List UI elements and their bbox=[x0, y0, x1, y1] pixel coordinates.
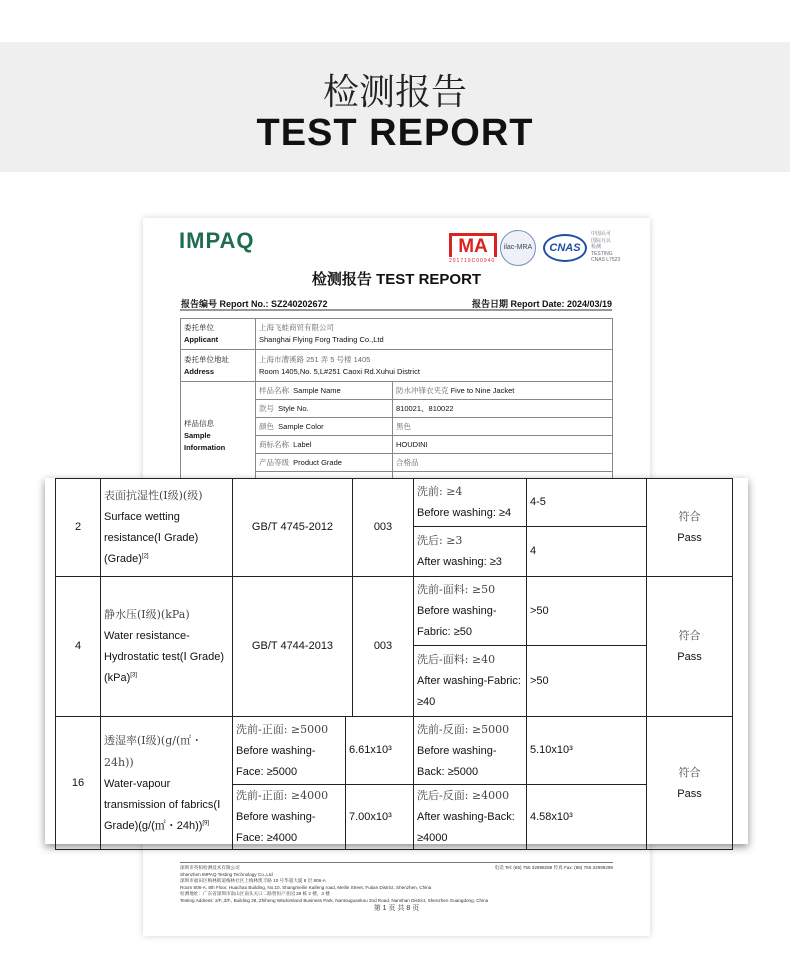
test-name bbox=[101, 479, 233, 577]
row-key-en: Label bbox=[293, 440, 312, 449]
applicant-cn: 上海飞蛙商贸有限公司 bbox=[259, 323, 334, 332]
test-name-en: Water-vapour transmission of fabrics(Ⅰ Grade)(g/(㎡・24h)) bbox=[104, 777, 221, 832]
requirement-cn: 洗后-面料: ≥40 bbox=[417, 653, 496, 666]
impaq-logo: IMPAQ bbox=[179, 228, 255, 253]
sample-label-en2: Information bbox=[184, 442, 226, 452]
report-title: 检测报告 TEST REPORT bbox=[311, 271, 482, 288]
row-key-cn: 样品名称 bbox=[259, 386, 289, 395]
test-no: 4 bbox=[56, 577, 101, 717]
sample-label-cn: 样品信息 bbox=[184, 418, 214, 428]
requirement-en: After washing: ≥3 bbox=[417, 556, 502, 568]
row-key-cn: 款号 bbox=[259, 404, 274, 413]
sample-no: 003 bbox=[353, 577, 414, 717]
requirement bbox=[414, 577, 527, 646]
requirement-cn: 洗后-反面: ≥4000 bbox=[417, 789, 510, 802]
test-name bbox=[101, 717, 233, 850]
address-en: Room 1405,No. 5,L#251 Caoxi Rd.Xuhui District bbox=[259, 366, 420, 376]
footer-line: 深圳市英柏检测技术有限公司 bbox=[180, 865, 240, 870]
page-number: 第 1 页 共 8 页 bbox=[373, 904, 420, 912]
sample-no: 003 bbox=[353, 479, 414, 577]
sample-label-en1: Sample bbox=[184, 430, 211, 440]
requirement-back bbox=[414, 717, 527, 785]
requirement-cn: 洗前-面料: ≥50 bbox=[417, 583, 496, 596]
test-name-cn: 表面抗湿性(Ⅰ级)(级) bbox=[104, 489, 203, 502]
row-value-en: Five to Nine Jacket bbox=[450, 386, 515, 395]
footer-contact: 电话 Tel: (86) 755 32998288 传真 Fax: (86) 755 32998299 bbox=[494, 865, 613, 870]
row-key-cn: 产品等级 bbox=[259, 458, 289, 467]
footnote-ref: [3] bbox=[130, 672, 137, 679]
verdict bbox=[647, 717, 733, 850]
requirement-en: Before washing-Face: ≥5000 bbox=[236, 744, 316, 778]
row-key-cn: 颜色 bbox=[259, 422, 274, 431]
test-name-cn: 透湿率(Ⅰ级)(g/(㎡・24h)) bbox=[104, 733, 203, 769]
row-key-en: Style No. bbox=[278, 404, 309, 413]
requirement-en: Before washing-Back: ≥5000 bbox=[417, 744, 497, 778]
requirement-back bbox=[414, 785, 527, 850]
requirement-en: After washing-Back: ≥4000 bbox=[417, 811, 515, 844]
footnote-ref: [9] bbox=[202, 819, 210, 826]
footer-line: Shenzhen IMPAQ Testing Technology Co.,Ltd bbox=[180, 871, 273, 877]
row-key-cn: 商标名称 bbox=[259, 440, 289, 449]
requirement-en: After washing-Fabric: ≥40 bbox=[417, 675, 521, 708]
row-value-cn: 黑色 bbox=[396, 422, 411, 431]
test-no: 16 bbox=[56, 717, 101, 850]
result-back: 4.58x10³ bbox=[527, 785, 647, 850]
report-footer bbox=[180, 862, 613, 912]
address-label-en: Address bbox=[184, 366, 215, 376]
test-name-cn: 静水压(Ⅰ级)(kPa) bbox=[104, 608, 190, 621]
address-cn: 上海市漕溪路 251 弄 5 号楼 1405 bbox=[259, 354, 371, 364]
requirement-en: Before washing-Fabric: ≥50 bbox=[417, 605, 497, 638]
footnote-ref: [2] bbox=[141, 553, 149, 560]
row-key-en: Sample Name bbox=[293, 386, 341, 395]
verdict-en: Pass bbox=[677, 787, 702, 800]
verdict bbox=[647, 479, 733, 577]
ilac-logo: ilac-MRA bbox=[500, 230, 536, 266]
verdict-cn: 符合 bbox=[678, 510, 701, 523]
requirement bbox=[414, 646, 527, 717]
row-value-en: HOUDINI bbox=[396, 440, 428, 449]
requirement-face bbox=[233, 785, 346, 850]
requirement bbox=[414, 479, 527, 527]
result-face: 7.00x10³ bbox=[346, 785, 414, 850]
requirement-cn: 洗前-正面: ≥4000 bbox=[236, 789, 329, 802]
result: 4 bbox=[527, 527, 647, 577]
applicant-en: Shanghai Flying Forg Trading Co.,Ltd bbox=[259, 335, 384, 344]
page-title-en: TEST REPORT bbox=[256, 112, 534, 154]
result: >50 bbox=[527, 577, 647, 646]
info-table bbox=[180, 318, 613, 490]
requirement-face bbox=[233, 717, 346, 785]
result: 4-5 bbox=[527, 479, 647, 527]
test-method: GB/T 4745-2012 bbox=[233, 479, 353, 577]
result: >50 bbox=[527, 646, 647, 717]
requirement-en: Before washing-Face: ≥4000 bbox=[236, 811, 316, 844]
test-no: 2 bbox=[56, 479, 101, 577]
test-results-zoom bbox=[45, 478, 748, 844]
cnas-logo: CNAS bbox=[543, 234, 587, 262]
applicant-label-en: Applicant bbox=[184, 335, 219, 344]
footer-line: Room 806-A, 8th Floor, Huachao Building, No.10, Shangmeilin Kaifeng road, Meilin Street, Futian District, Shenzhen, China bbox=[180, 884, 432, 890]
requirement-cn: 洗后: ≥3 bbox=[417, 534, 463, 547]
report-date: 报告日期 Report Date: 2024/03/19 bbox=[471, 299, 612, 309]
row-key-en: Product Grade bbox=[293, 458, 342, 467]
footer-line: 深圳市福田区梅林街道梅林社区上梅林凯丰路 10 号华超大厦 8 层 806-A bbox=[180, 878, 326, 884]
row-value-en: 810021、810022 bbox=[396, 404, 454, 413]
test-name-en: Water resistance-Hydrostatic test(Ⅰ Grade)(kPa) bbox=[104, 630, 225, 684]
requirement bbox=[414, 527, 527, 577]
test-name bbox=[101, 577, 233, 717]
address-label-cn: 委托单位地址 bbox=[184, 354, 229, 364]
verdict bbox=[647, 577, 733, 717]
applicant-label-cn: 委托单位 bbox=[184, 323, 214, 332]
result-face: 6.61x10³ bbox=[346, 717, 414, 785]
divider bbox=[180, 309, 612, 311]
report-number: 报告编号 Report No.: SZ240202672 bbox=[181, 299, 328, 309]
verdict-cn: 符合 bbox=[678, 765, 701, 779]
footer-line: Testing Address: 2/F.,3/F., Building 28, Zhiheng Wisdomland Business Park, Nantouguankou 2nd Road, Nanshan District, Shenzhen Guangdong, China bbox=[180, 897, 489, 903]
cma-logo: MA bbox=[449, 233, 497, 257]
cnas-text: 中国认可 国际互认 检测 TESTING CNAS L7523 bbox=[591, 231, 621, 263]
cma-number: 201719C00940 bbox=[449, 258, 496, 264]
result-back: 5.10x10³ bbox=[527, 717, 647, 785]
row-value-cn: 合格品 bbox=[396, 458, 419, 467]
requirement-cn: 洗前: ≥4 bbox=[417, 485, 463, 498]
requirement-cn: 洗前-反面: ≥5000 bbox=[417, 722, 510, 736]
row-key-en: Sample Color bbox=[278, 422, 324, 431]
verdict-en: Pass bbox=[677, 532, 702, 544]
test-name-en: Surface wetting resistance(Ⅰ Grade)(Grade) bbox=[104, 511, 199, 565]
row-value-cn: 防水冲锋衣夹克 bbox=[396, 386, 449, 395]
verdict-cn: 符合 bbox=[678, 629, 701, 642]
test-method: GB/T 4744-2013 bbox=[233, 577, 353, 717]
header-band bbox=[0, 42, 790, 172]
requirement-en: Before washing: ≥4 bbox=[417, 507, 512, 519]
test-results-table bbox=[55, 478, 733, 850]
requirement-cn: 洗前-正面: ≥5000 bbox=[236, 722, 329, 736]
verdict-en: Pass bbox=[677, 651, 702, 663]
footer-line: 检测地址：广东省深圳市南山区南头关口二路智恒产业园 28 栋 2 楼、3 楼 bbox=[180, 891, 330, 897]
page-title-cn: 检测报告 bbox=[322, 72, 467, 113]
